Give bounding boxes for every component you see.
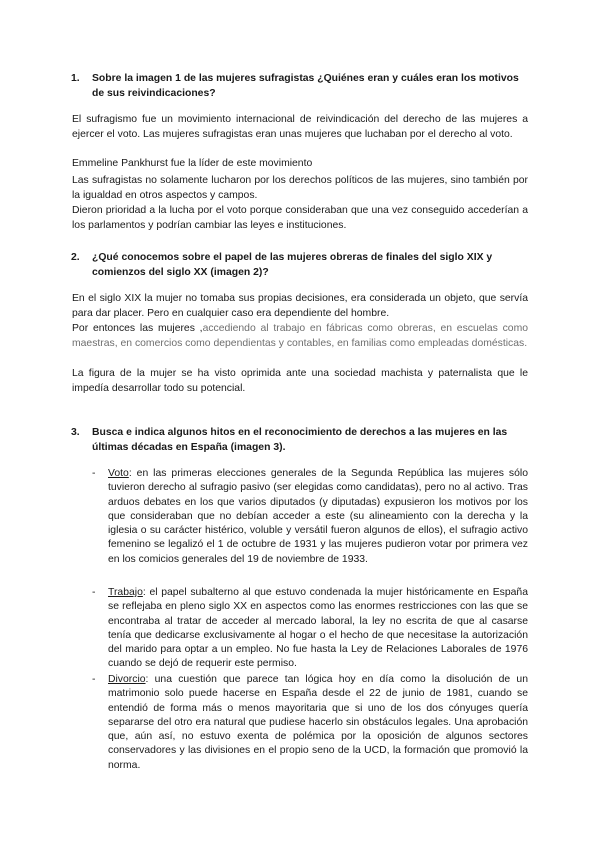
list-item-divorcio [92, 673, 528, 773]
question-text: ¿Qué conocemos sobre el papel de las mujeres obreras de finales del siglo XIX y comienzos del siglo XX (imagen 2)? [92, 252, 493, 278]
list-text: : una cuestión que parece tan lógica hoy en día como la disolución de un matrimonio solo puede hacerse en España desde el 22 de junio de 1981, cuando se entendió de forma más o menos mayoritaria que si uno de los dos cónyuges quería separarse del otro era natural que pudiese hacerlo sin obstáculos legales. Una aprobación que, aún así, no estuvo exenta de polémica por la oposición de algunos sectores conservadores y las divisiones en el propio seno de la UCD, la formación que promovió la norma. [108, 674, 528, 771]
list-item-voto [92, 467, 528, 567]
answer-2-paragraph [72, 322, 528, 351]
answer-1-paragraph: Emmeline Pankhurst fue la líder de este movimiento [72, 158, 313, 169]
answer-1-paragraph: Dieron prioridad a la lucha por el voto porque consideraban que una vez conseguido accederían a los parlamentos y podrían cambiar las leyes e instituciones. [72, 205, 528, 231]
answer-1-paragraph: El sufragismo fue un movimiento internacional de reivindicación del derecho de las mujeres a ejercer el voto. Las mujeres sufragistas eran unas mujeres que luchaban por el derecho al voto. [72, 114, 528, 140]
question-text: Busca e indica algunos hitos en el reconocimiento de derechos a las mujeres en las últimas décadas en España (imagen 3). [92, 427, 508, 453]
question-number: 3. [71, 427, 80, 438]
list-term: Trabajo [108, 587, 143, 598]
answer-2-gray-text: accediendo al trabajo en fábricas como obreras, en escuelas como maestras, en comercios como dependientas y contables, en familias como empleadas domésticas. [72, 323, 529, 349]
question-number: 2. [71, 252, 80, 263]
answer-1-paragraph: Las sufragistas no solamente lucharon por los derechos políticos de las mujeres, sino también por la igualdad en otros aspectos y campos. [72, 175, 528, 201]
question-3 [71, 425, 532, 455]
question-2 [71, 250, 532, 280]
list-dash: - [92, 674, 96, 685]
list-dash: - [92, 468, 96, 479]
question-1 [71, 71, 532, 101]
answer-2-paragraph: La figura de la mujer se ha visto oprimida ante una sociedad machista y paternalista que le impedía desarrollar todo su potencial. [72, 368, 528, 394]
list-dash: - [92, 587, 96, 598]
answer-2-paragraph: En el siglo XIX la mujer no tomaba sus propias decisiones, era considerada un objeto, que servía para dar placer. Pero en cualquier caso era dependiente del hombre. [72, 293, 528, 319]
list-term: Voto [108, 468, 129, 479]
question-number: 1. [71, 73, 80, 84]
question-text: Sobre la imagen 1 de las mujeres sufragistas ¿Quiénes eran y cuáles eran los motivos de sus reivindicaciones? [92, 73, 519, 99]
list-term: Divorcio [108, 674, 146, 685]
list-text: : el papel subalterno al que estuvo condenada la mujer históricamente en España se reflejaba en pleno siglo XX en aspectos como las enormes restricciones con las que se encontraba al tratar de acceder al mercado laboral, la ley no escrita de que al casarse tenía que dedicarse exclusivamente al hogar o el hecho de que necesitase la autorización del marido para optar a un empleo. No fue hasta la Ley de Relaciones Laborales de 1976 cuando se dejó de requerir este permiso. [108, 587, 528, 670]
list-item-trabajo [92, 586, 528, 672]
answer-2-text: Por entonces las mujeres , [72, 323, 203, 334]
list-text: : en las primeras elecciones generales de la Segunda República las mujeres sólo tuvieron derecho al sufragio pasivo (ser elegidas como candidatas), pero no al activo. Tras arduos debates en los que varios diputados (y diputadas) expusieron los motivos por los que consideraban que no debían acceder a este (su alineamiento con la derecha y la iglesia o su carácter histérico, voluble y versátil fueron algunos de ellos), el sufragio activo femenino se legalizó el 1 de octubre de 1931 y las mujeres pudieron votar por primera vez en los comicios generales del 19 de noviembre de 1933. [108, 468, 528, 565]
